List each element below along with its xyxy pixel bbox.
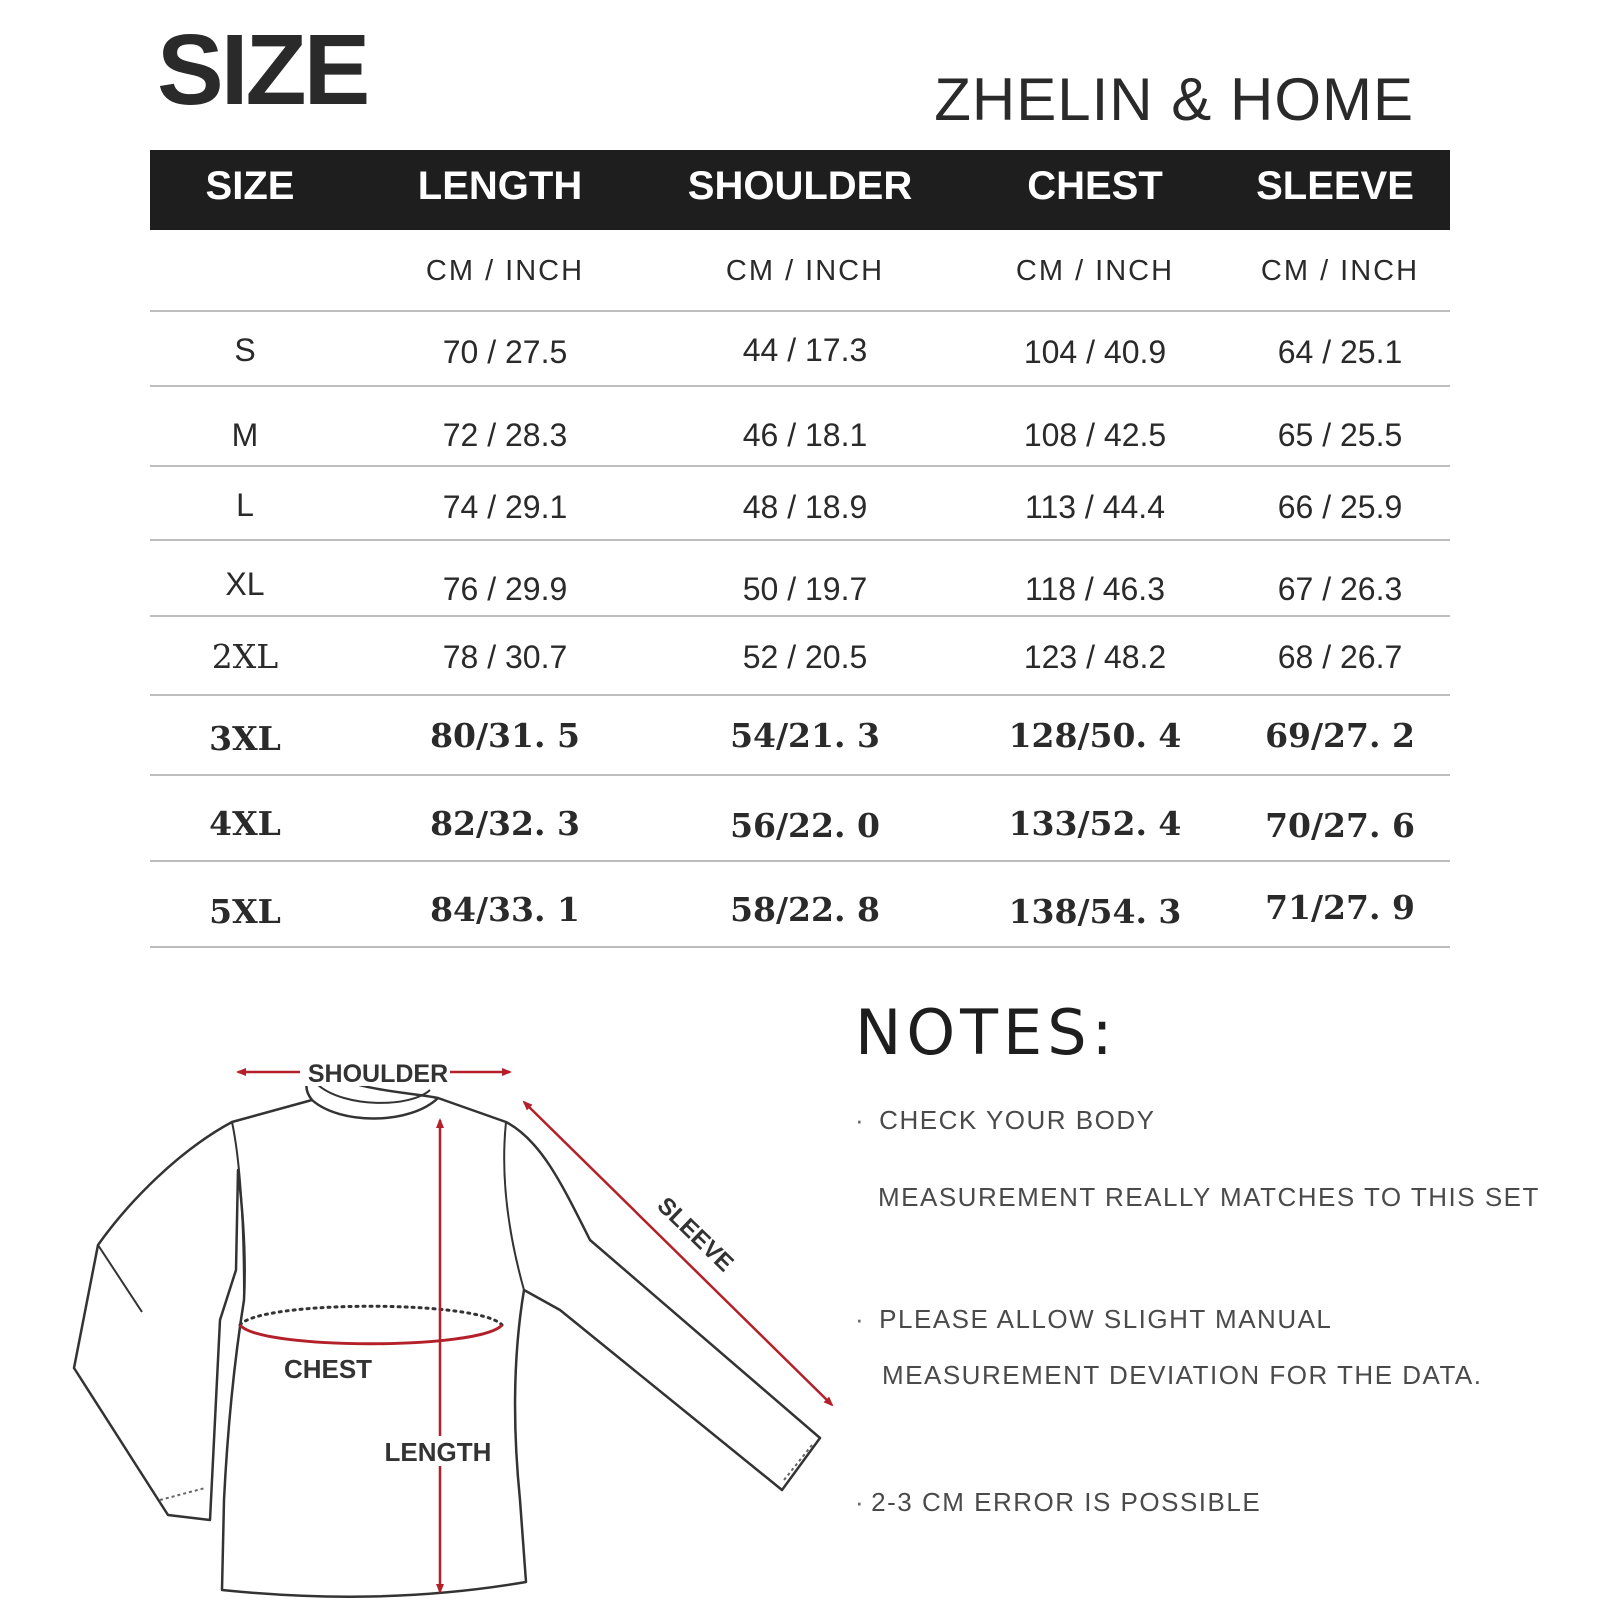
note-line (855, 1105, 1155, 1136)
chest-label: CHEST (283, 1354, 373, 1384)
cell-length: 82/32. 3 (430, 804, 580, 843)
cell-size: 5XL (209, 892, 281, 931)
sleeve-arrow (524, 1102, 832, 1405)
cell-chest: 104 / 40.9 (1023, 334, 1167, 370)
note-text: 2-3 CM ERROR IS POSSIBLE (871, 1487, 1262, 1517)
cell-chest: 108 / 42.5 (1023, 417, 1167, 453)
unit-chest: CM / INCH (1015, 255, 1175, 287)
chest-ellipse-back (240, 1306, 502, 1325)
cell-length: 78 / 30.7 (442, 639, 568, 675)
table-row (150, 541, 1450, 617)
table-row (150, 387, 1450, 467)
cell-sleeve: 65 / 25.5 (1277, 417, 1403, 453)
header-size: SIZE (205, 164, 295, 208)
left-cuff-line (160, 1488, 205, 1500)
table-row (150, 467, 1450, 541)
length-label: LENGTH (384, 1437, 492, 1467)
cell-sleeve: 68 / 26.7 (1277, 639, 1403, 675)
cell-chest: 118 / 46.3 (1025, 571, 1165, 607)
cell-sleeve: 70/27. 6 (1265, 806, 1415, 845)
note-line: MEASUREMENT DEVIATION FOR THE DATA. (882, 1360, 1483, 1390)
left-sleeve-inner (98, 1245, 142, 1312)
unit-shoulder: CM / INCH (725, 255, 885, 287)
cell-chest: 138/54. 3 (1008, 892, 1182, 931)
unit-length: CM / INCH (425, 255, 585, 287)
cell-shoulder: 54/21. 3 (730, 716, 880, 755)
cell-size: 4XL (209, 804, 281, 843)
cell-size: 3XL (209, 719, 281, 758)
cell-shoulder: 58/22. 8 (730, 890, 880, 929)
cell-size: S (234, 332, 256, 368)
cell-chest: 133/52. 4 (1008, 804, 1182, 843)
cell-sleeve: 71/27. 9 (1265, 888, 1415, 927)
cell-length: 84/33. 1 (430, 890, 580, 929)
header-sleeve: SLEEVE (1256, 164, 1414, 208)
table-row (150, 696, 1450, 776)
table-row (150, 312, 1450, 387)
notes-title: NOTES: (855, 996, 1118, 1069)
header-shoulder: SHOULDER (687, 164, 913, 208)
cell-length: 80/31. 5 (430, 716, 580, 755)
cell-chest: 123 / 48.2 (1023, 639, 1167, 675)
cell-shoulder: 48 / 18.9 (742, 489, 868, 525)
table-row (150, 776, 1450, 862)
cell-size: 2XL (211, 637, 279, 676)
cell-sleeve: 67 / 26.3 (1277, 571, 1403, 607)
brand-name: ZHELIN & HOME (934, 66, 1414, 133)
note-text: PLEASE ALLOW SLIGHT MANUAL (879, 1304, 1333, 1334)
note-line (855, 1487, 1261, 1518)
shoulder-label: SHOULDER (307, 1060, 449, 1088)
cell-size: M (231, 417, 259, 453)
cell-chest: 128/50. 4 (1008, 716, 1182, 755)
cell-size: XL (225, 566, 265, 602)
measurement-diagram (0, 1030, 860, 1600)
size-table (150, 150, 1450, 948)
sleeve-label: SLEEVE (651, 1192, 739, 1278)
cell-length: 70 / 27.5 (442, 334, 568, 370)
bullet-icon: · (855, 1487, 866, 1517)
right-sleeve-seam (504, 1122, 524, 1290)
cell-length: 72 / 28.3 (442, 417, 568, 453)
unit-sleeve: CM / INCH (1260, 255, 1420, 287)
bullet-icon: · (855, 1105, 866, 1135)
cell-shoulder: 46 / 18.1 (742, 417, 868, 453)
note-text: CHECK YOUR BODY (879, 1105, 1156, 1135)
cell-shoulder: 50 / 19.7 (742, 571, 868, 607)
cell-sleeve: 64 / 25.1 (1277, 334, 1403, 370)
note-line (855, 1304, 1332, 1335)
cell-chest: 113 / 44.4 (1025, 489, 1165, 525)
page-title: SIZE (157, 14, 368, 126)
shirt-body-outline (74, 1098, 820, 1597)
chest-ellipse-front (240, 1325, 502, 1344)
cell-length: 74 / 29.1 (442, 489, 568, 525)
bullet-icon: · (855, 1304, 866, 1334)
cell-shoulder: 52 / 20.5 (742, 639, 868, 675)
cell-shoulder: 56/22. 0 (730, 806, 880, 845)
shirt-outline (74, 1070, 820, 1597)
header-length: LENGTH (417, 164, 583, 208)
right-cuff-line (784, 1445, 812, 1480)
cell-size: L (236, 487, 254, 523)
table-header (150, 150, 1450, 230)
cell-shoulder: 44 / 17.3 (742, 332, 868, 368)
header-chest: CHEST (1027, 164, 1163, 208)
table-row (150, 617, 1450, 696)
cell-sleeve: 66 / 25.9 (1277, 489, 1403, 525)
note-line: MEASUREMENT REALLY MATCHES TO THIS SET (878, 1182, 1540, 1212)
cell-sleeve: 69/27. 2 (1265, 716, 1415, 755)
cell-length: 76 / 29.9 (442, 571, 568, 607)
table-row (150, 862, 1450, 948)
unit-row (150, 230, 1450, 312)
